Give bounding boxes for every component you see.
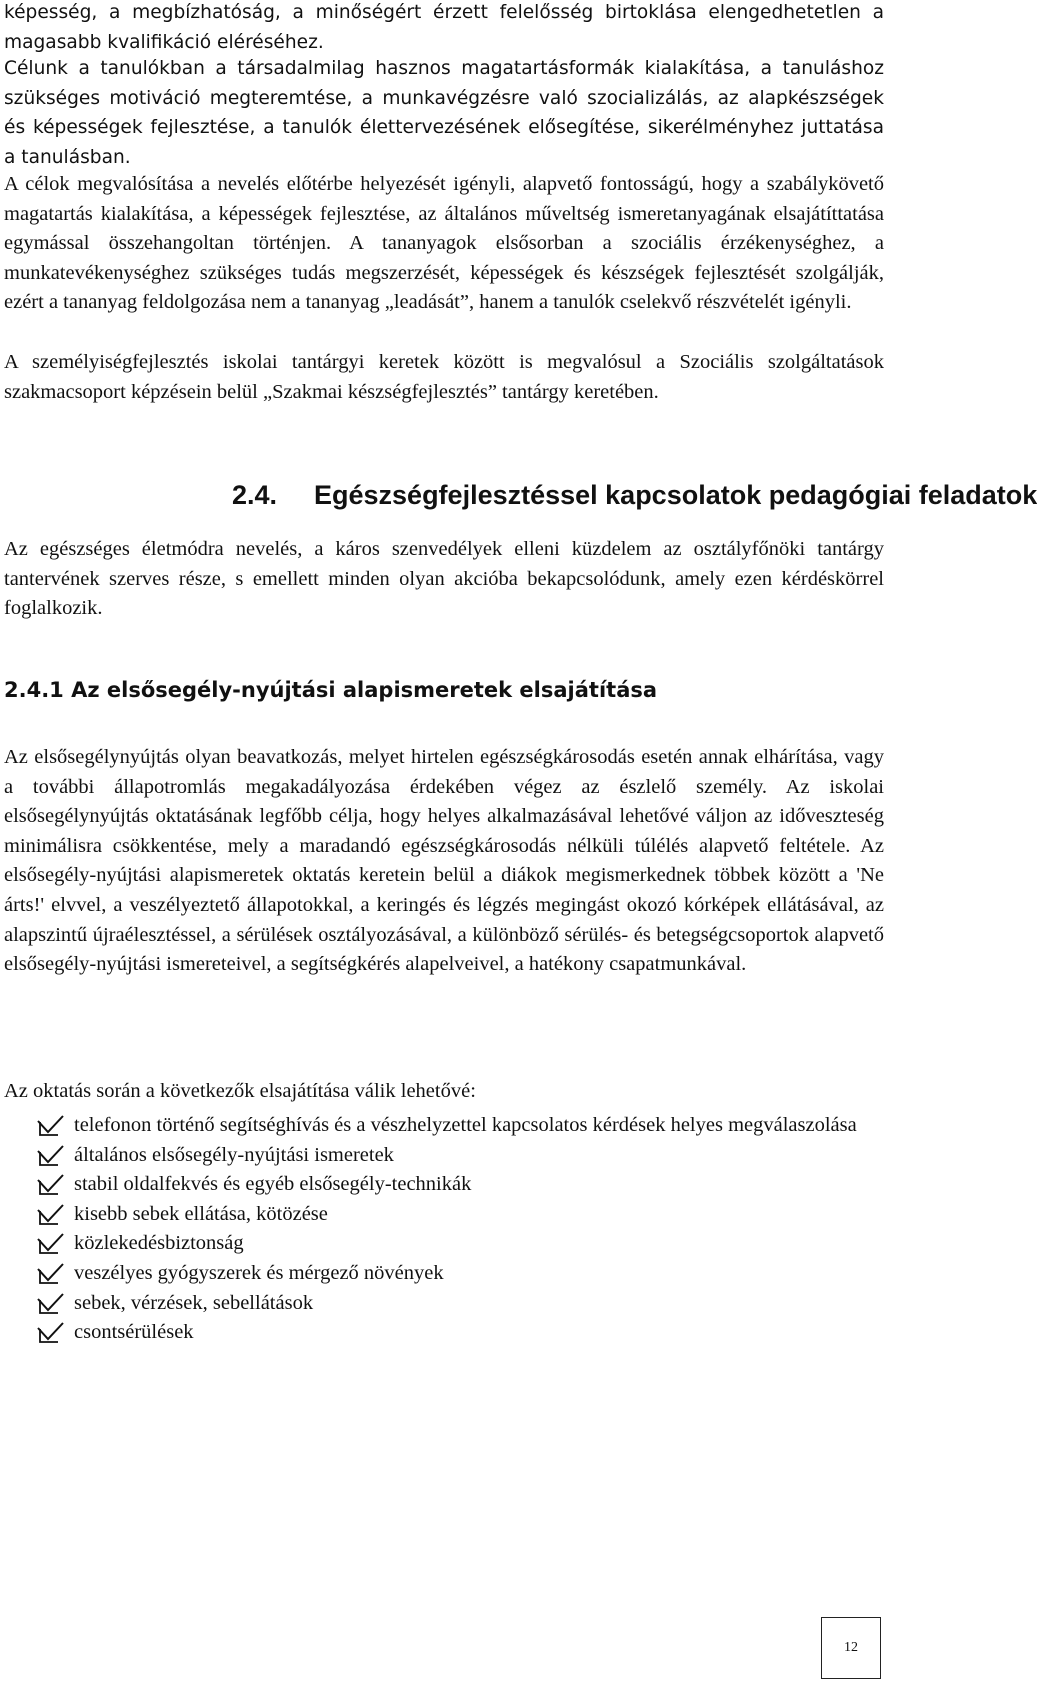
list-item-text: telefonon történő segítséghívás és a vészhelyzettel kapcsolatos kérdések helyes megválaszolása xyxy=(74,1114,857,1136)
paragraph-goal-realization: A célok megvalósítása a nevelés előtérbe helyezését igényli, alapvető fontosságú, hogy a szabálykövető magatartás kialakítása, a képességek fejlesztése, az általános műveltség ismeretanyagának elsajátíttatása egymással összehangoltan történjen. A tananyagok elsősorban a szociális érzékenységhez, a munkatevékenységhez szükséges tudás megszerzését, képességek és készségek fejlesztését szolgálják, ezért a tananyag feldolgozása nem a tananyag „leadását”, hanem a tanulók cselekvő részvételét igényli. xyxy=(4,173,884,314)
check-box-icon xyxy=(34,1322,64,1344)
list-item xyxy=(4,1318,884,1348)
list-item xyxy=(4,1289,884,1319)
check-box-icon xyxy=(34,1174,64,1196)
list-item-text: veszélyes gyógyszerek és mérgező növények xyxy=(74,1261,444,1284)
check-box-icon xyxy=(34,1293,64,1315)
check-box-icon xyxy=(34,1233,64,1255)
list-item xyxy=(4,1170,884,1200)
list-item-text: sebek, vérzések, sebellátások xyxy=(74,1291,314,1314)
page-number-box xyxy=(821,1617,881,1679)
section-title: Egészségfejlesztéssel kapcsolatok pedagógiai feladatok xyxy=(314,480,1037,510)
check-box-icon xyxy=(34,1263,64,1285)
first-aid-topics-list xyxy=(4,1111,884,1348)
list-item-text: általános elsősegély-nyújtási ismeretek xyxy=(74,1143,394,1166)
list-item xyxy=(4,1200,884,1230)
list-item xyxy=(4,1259,884,1289)
list-item-text: stabil oldalfekvés és egyéb elsősegély-technikák xyxy=(74,1173,472,1196)
check-box-icon xyxy=(34,1145,64,1167)
section-heading xyxy=(232,477,1037,513)
check-box-icon xyxy=(34,1115,64,1137)
section-number: 2.4. xyxy=(232,480,278,510)
paragraph-first-aid: Az elsősegélynyújtás olyan beavatkozás, melyet hirtelen egészségkárosodás esetén annak elhárítása, vagy a további állapotromlás megakadályozása érdekében végez az észlelő személy. Az iskolai elsősegélynyújtás oktatásának legfőbb célja, hogy helyes alkalmazásával lehetővé váljon az időveszteség minimálisra csökkentése, mely a maradandó egészségkárosodás nélküli túlélés alapvető feltétele. Az elsősegély-nyújtási alapismeretek oktatás keretein belül a diákok megismerkednek többek között a 'Ne árts!' elvvel, a veszélyeztető állapotokkal, a keringés és légzés megingást okozó kórképek ellátásával, az alapszintű újraélesztéssel, a sérülések osztályozásával, a különböző sérülés- és betegségcsoportok alapvető elsősegély-nyújtási ismereteivel, a segítségkérés alapelveivel, a hatékony csapatmunkával. xyxy=(4,746,884,976)
list-item-text: kisebb sebek ellátása, kötözése xyxy=(74,1202,328,1225)
paragraph-intro-end: képesség, a megbízhatóság, a minőségért érzett felelősség birtoklása elengedhetetlen a magasabb kvalifikáció eléréséhez. xyxy=(4,2,884,53)
list-item xyxy=(4,1229,884,1259)
paragraph-list-intro: Az oktatás során a következők elsajátítása válik lehetővé: xyxy=(4,1080,476,1102)
check-box-icon xyxy=(34,1204,64,1226)
subsection-heading: 2.4.1 Az elsősegély-nyújtási alapismeretek elsajátítása xyxy=(4,678,658,702)
paragraph-personality-development: A személyiségfejlesztés iskolai tantárgyi keretek között is megvalósul a Szociális szolgáltatások szakmacsoport képzésein belül „Szakmai készségfejlesztés” tantárgy keretében. xyxy=(4,351,884,403)
list-item xyxy=(4,1111,884,1141)
list-item-text: közlekedésbiztonság xyxy=(74,1232,244,1255)
list-item xyxy=(4,1141,884,1171)
paragraph-healthy-lifestyle: Az egészséges életmódra nevelés, a káros szenvedélyek elleni küzdelem az osztályfőnöki tantárgy tantervének szerves része, s emellett minden olyan akcióba bekapcsolódunk, amely ezen kérdéskörrel foglalkozik. xyxy=(4,538,884,620)
list-item-text: csontsérülések xyxy=(74,1321,194,1344)
paragraph-goals: Célunk a tanulókban a társadalmilag hasznos magatartásformák kialakítása, a tanuláshoz szükséges motiváció megteremtése, a munkavégzésre való szocializálás, az alapkészségek és képességek fejlesztése, a tanulók élettervezésének elősegítése, sikerélményhez juttatása a tanulásban. xyxy=(4,58,884,168)
page-number: 12 xyxy=(844,1640,858,1655)
